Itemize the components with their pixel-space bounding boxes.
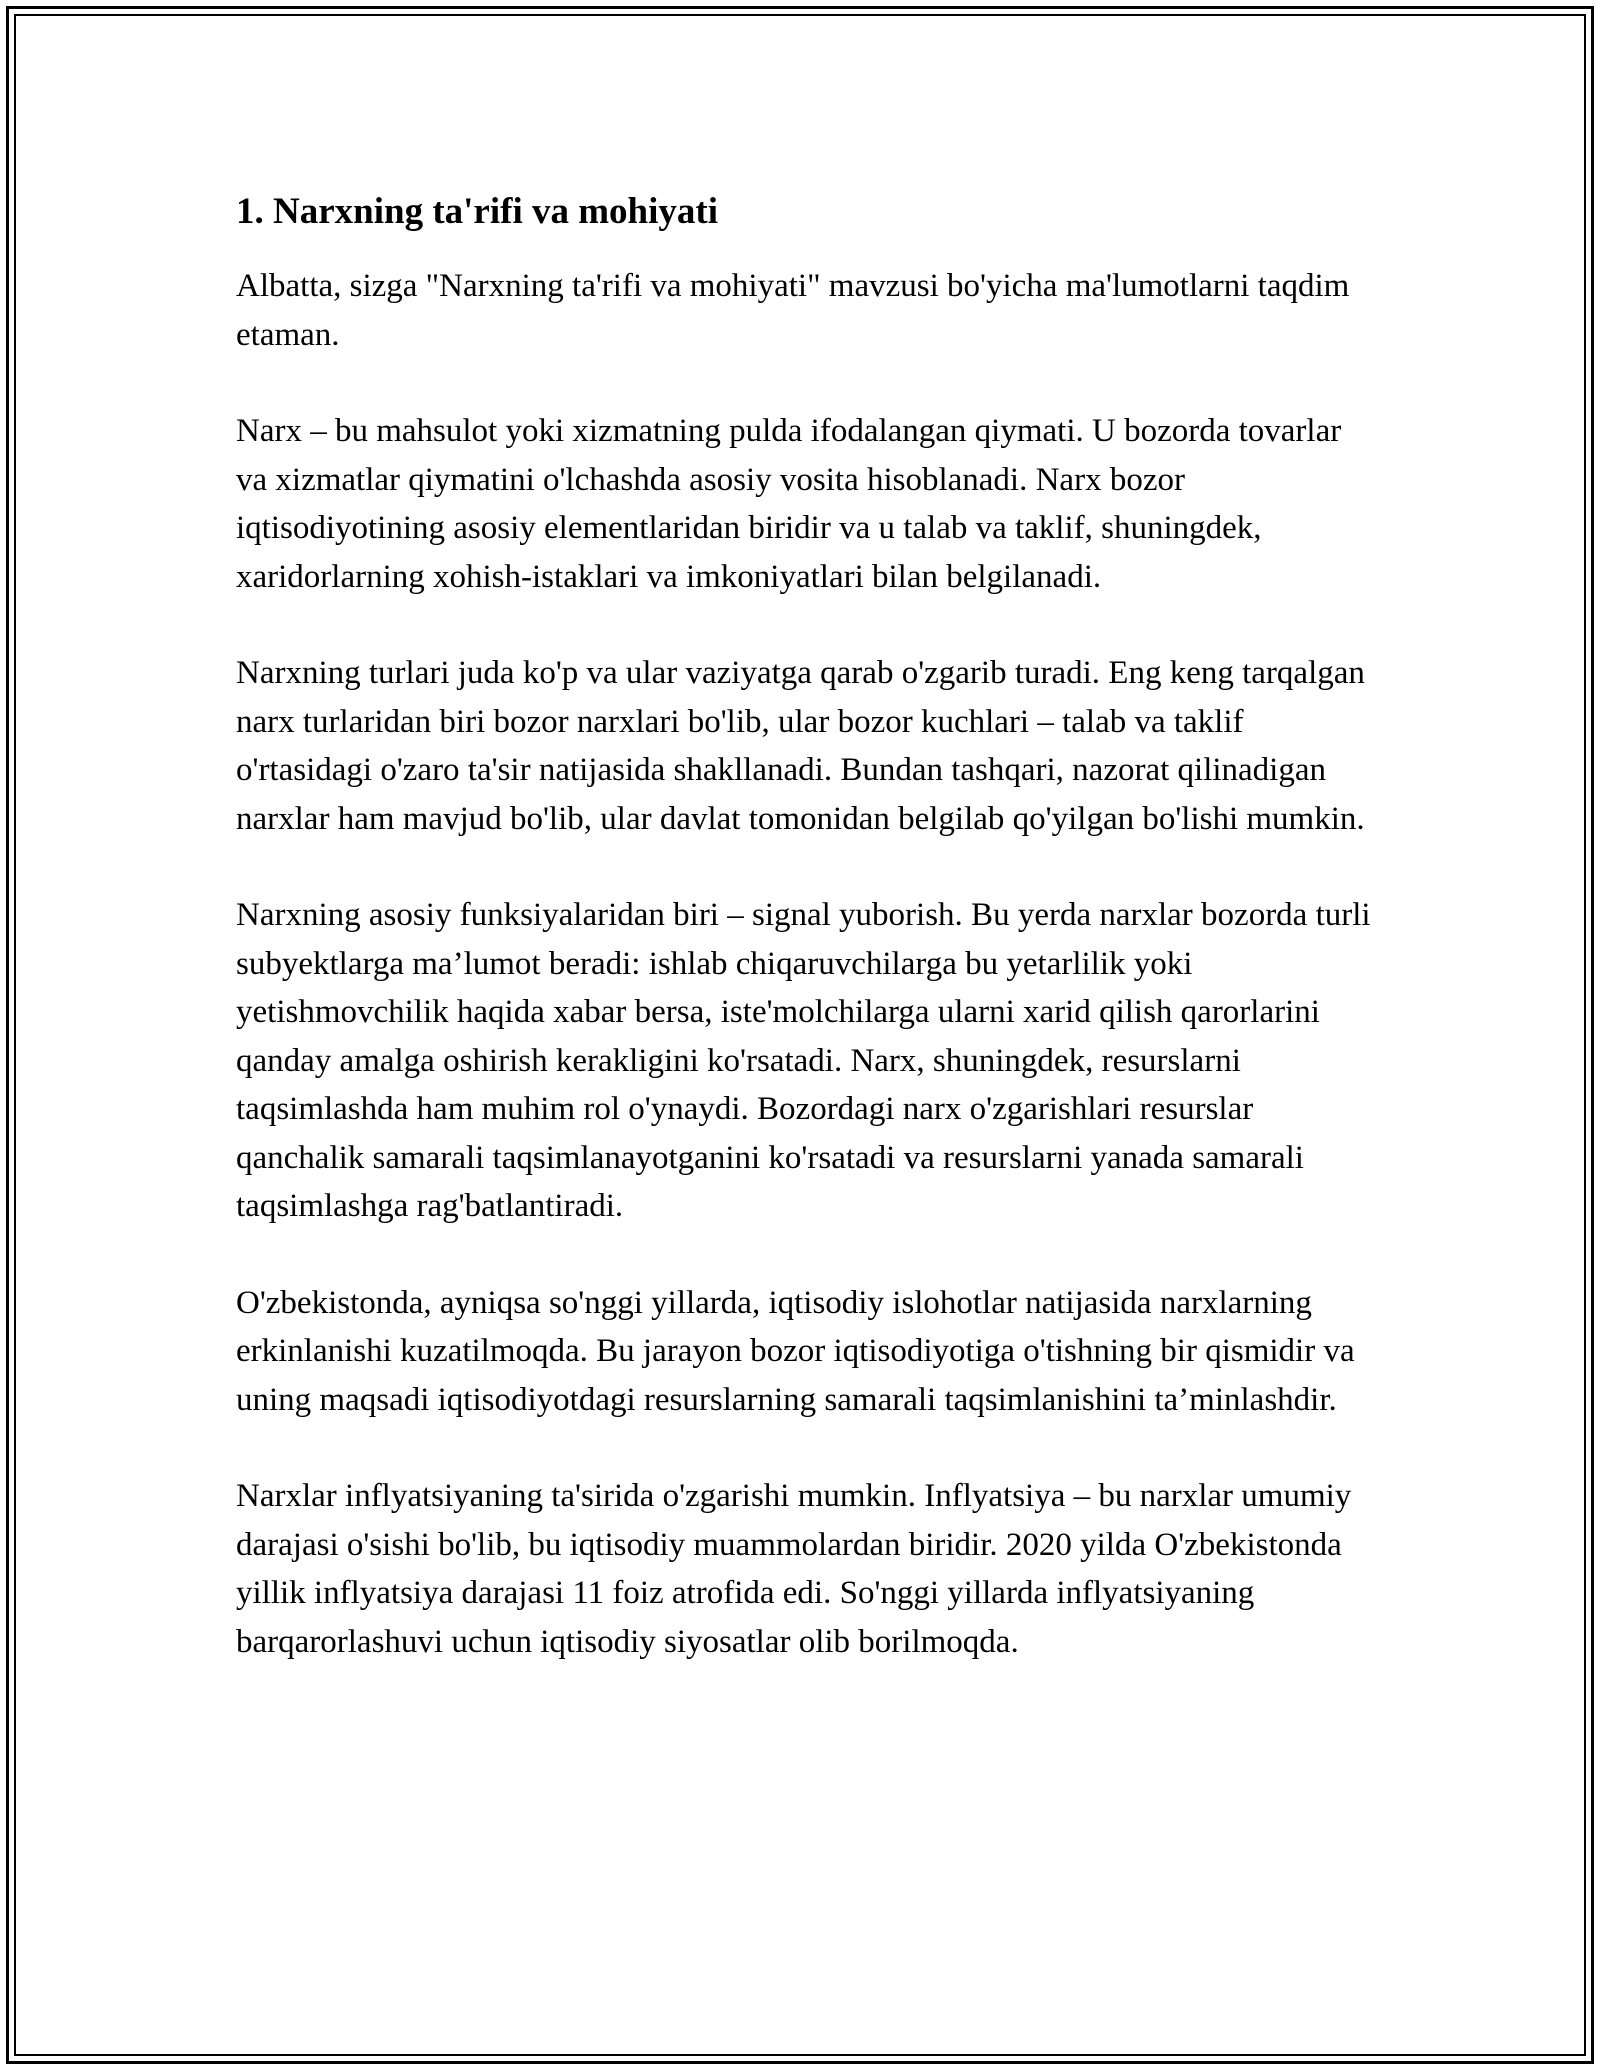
- paragraph-uzbekistan-reforms: O'zbekistonda, ayniqsa so'nggi yillarda, iqtisodiy islohotlar natijasida narxlarning erkinlanishi kuzatilmoqda. Bu jarayon bozor iqtisodiyotiga o'tishning bir qismidir va uning maqsadi iqtisodiyotdagi resurslarning samarali taqsimlanishini ta’minlashdir.: [236, 1284, 1355, 1418]
- paragraph-price-functions: Narxning asosiy funksiyalaridan biri – signal yuborish. Bu yerda narxlar bozorda turli subyektlarga ma’lumot beradi: ishlab chiqaruvchilarga bu yetarlilik yoki yetishmovchilik haqida xabar bersa, iste'molchilarga ularni xarid qilish qarorlarini qanday amalga oshirish kerakligini ko'rsatadi. Narx, shuningdek, resurslarni taqsimlashda ham muhim rol o'ynaydi. Bozordagi narx o'zgarishlari resurslar qanchalik samarali taqsimlanayotganini ko'rsatadi va resurslarni yanada samarali taqsimlashga rag'batlantiradi.: [236, 897, 1371, 1224]
- paragraph-price-types: Narxning turlari juda ko'p va ular vaziyatga qarab o'zgarib turadi. Eng keng tarqalgan narx turlaridan biri bozor narxlari bo'lib, ular bozor kuchlari – talab va taklif o'rtasidagi o'zaro ta'sir natijasida shakllanadi. Bundan tashqari, nazorat qilinadigan narxlar ham mavjud bo'lib, ular davlat tomonidan belgilab qo'yilgan bo'lishi mumkin.: [236, 655, 1365, 837]
- paragraph-inflation: Narxlar inflyatsiyaning ta'sirida o'zgarishi mumkin. Inflyatsiya – bu narxlar umumiy darajasi o'sishi bo'lib, bu iqtisodiy muammolardan biridir. 2020 yilda O'zbekistonda yillik inflyatsiya darajasi 11 foiz atrofida edi. So'nggi yillarda inflyatsiyaning barqarorlashuvi uchun iqtisodiy siyosatlar olib borilmoqda.: [236, 1478, 1352, 1660]
- paragraph-intro: Albatta, sizga "Narxning ta'rifi va mohiyati" mavzusi bo'yicha ma'lumotlarni taqdim etaman.: [236, 268, 1350, 353]
- section-heading: 1. Narxning ta'rifi va mohiyati: [236, 191, 719, 232]
- paragraph-definition: Narx – bu mahsulot yoki xizmatning pulda ifodalangan qiymati. U bozorda tovarlar va xizmatlar qiymatini o'lchashda asosiy vosita hisoblanadi. Narx bozor iqtisodiyotining asosiy elementlaridan biridir va u talab va taklif, shuningdek, xaridorlarning xohish-istaklari va imkoniyatlari bilan belgilanadi.: [236, 413, 1342, 595]
- document-body: [236, 180, 1376, 1714]
